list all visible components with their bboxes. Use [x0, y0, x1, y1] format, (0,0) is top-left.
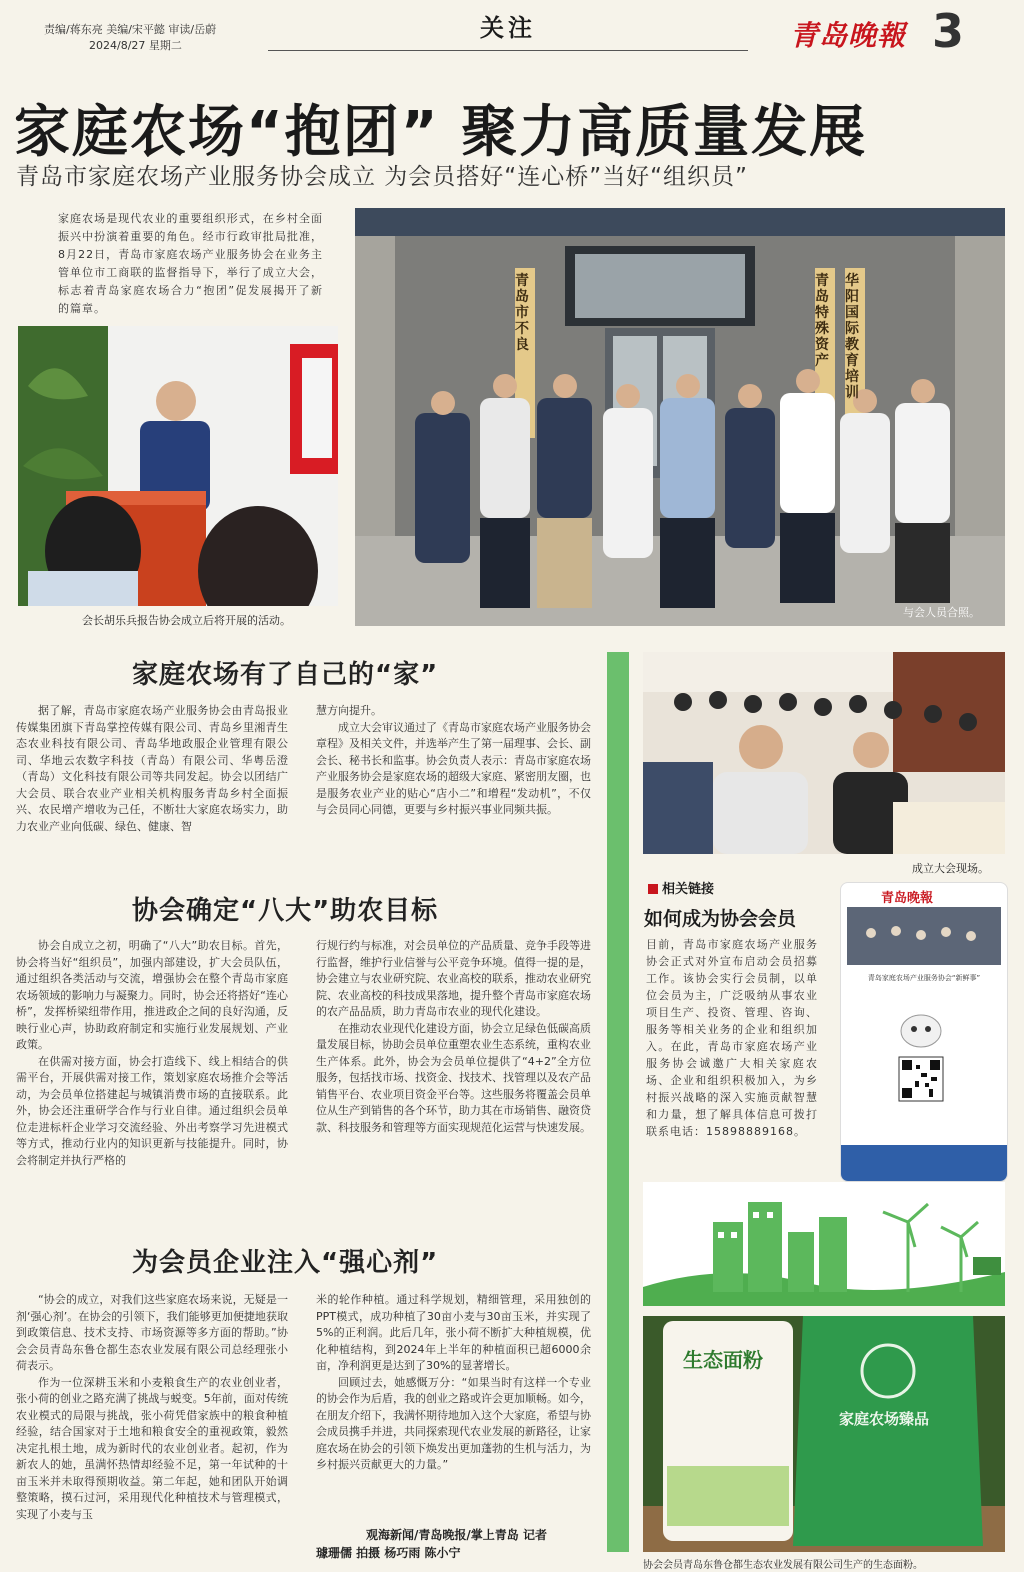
section3-col2 [316, 1292, 591, 1474]
sidebar-green-bar [607, 652, 629, 1552]
paragraph: “协会的成立，对我们这些家庭农场来说，无疑是一剂‘强心剂’。在协会的引领下，我们能够更加便捷地获取到政策信息、技术支持、市场资源等多方面的帮助。”协会会员青岛东鲁仓都生态农业发展有限公司总经理张小荷表示。 [16, 1293, 288, 1372]
byline-credit-1: 观海新闻/青岛晚报/掌上青岛 记者 [366, 1528, 547, 1542]
paragraph: 在推动农业现代化建设方面，协会立足绿色低碳高质量发展目标，协助会员单位重塑农业生态系统，重构农业生产体系。此外，协会为会员单位提供了“4+2”全方位服务，包括找市场、找资金、找技术、找管理以及农产品销售平台、农业项目资金平台等。这些服务将覆盖会员单位从生产到销售的各个环节，助力其在市场销售、融资贷款、科技服务和管理等方面实现规范化运营与快速发展。 [316, 1021, 591, 1134]
red-square-icon [648, 884, 658, 894]
related-label-text: 相关链接 [662, 882, 715, 897]
meeting-caption: 成立大会现场。 [912, 862, 989, 875]
paragraph: 在供需对接方面，协会打造线下、线上相结合的供需平台，开展供需对接工作，策划家庭农场推介会等活动，为会员单位搭建起与城镇消费市场的直接联系。此外，协会还注重研学合作与行业自律。通过组织会员单位走进标杆企业学习交流经验、外出考察学习先进模式等方式，推动行业内的知识更新与技能提升。同时，协会将制定并执行严格的 [16, 1054, 288, 1167]
sign-board-1: 青岛市不良 [515, 273, 529, 353]
paragraph: 回顾过去，她感慨万分：“如果当时有这样一个专业的协会作为后盾，我的创业之路或许会更加顺畅。如今，在朋友介绍下，我满怀期待地加入这个大家庭，希望与协会成员携手并进，共同探索现代农业发展的新路径，让家庭农场在协会的引领下焕发出更加蓬勃的生机与活力，为乡村振兴贡献更大的力量。” [316, 1375, 591, 1471]
group-photo-image [355, 208, 1005, 626]
paragraph: 行规行约与标准，对会员单位的产品质量、竞争手段等进行监督，维护行业信誉与公平竞争环境。值得一提的是，协会建立与农业研究院、农业高校的联系，推动农业研究院、农业高校的科技成果落地，提升整个青岛市家庭农场的农产品品质，助力青岛市农业的现代化建设。 [316, 939, 591, 1018]
related-body: 目前，青岛市家庭农场产业服务协会正式对外宣布启动会员招募工作。该协会实行会员制，以单位会员为主，广泛吸纳从事农业项目生产、投资、管理、咨询、服务等相关业务的企业和组织加入。在此，青岛市家庭农场产业服务协会诚邀广大相关家庭农场、企业和组织积极加入，为乡村振兴战略的深入实施贡献智慧和力量，想了解具体信息可拨打联系电话：15898889168。 [646, 938, 818, 1138]
phone-masthead: 青岛晚報 [881, 891, 934, 906]
phone-headline: 青岛家庭农场产业服务协会“新鲜事” [867, 974, 981, 982]
header-rule [268, 50, 748, 51]
farm-bag-label: 家庭农场臻品 [839, 1410, 930, 1428]
meeting-photo-image [643, 652, 1005, 854]
section2-title: 协会确定“八大”助农目标 [132, 896, 439, 926]
section-name: 关注 [480, 14, 536, 42]
flour-bag-label: 生态面粉 [683, 1348, 763, 1372]
section2-col1 [16, 938, 288, 1169]
sign-board-3: 华阳国际教育培训 [845, 273, 859, 401]
intro-paragraph: 家庭农场是现代农业的重要组织形式，在乡村全面振兴中扮演着重要的角色。经市行政审批局批准，8月22日，青岛市家庭农场产业服务协会在业务主管单位市工商联的监督指导下，举行了成立大会，标志着青岛家庭农场合力“抱团”促发展揭开了新的篇章。 [58, 212, 323, 315]
phone-mockup [840, 882, 1008, 1182]
green-city-graphic [643, 1182, 1005, 1306]
subheadline: 青岛市家庭农场产业服务协会成立 为会员搭好“连心桥”当好“组织员” [16, 164, 748, 190]
section2-col2 [316, 938, 591, 1136]
group-caption: 与会人员合照。 [903, 606, 980, 619]
related-title: 如何成为协会会员 [644, 908, 797, 930]
paragraph: 米的轮作种植。通过科学规划，精细管理，采用独创的PPT模式，成功种植了30亩小麦与30亩玉米，并实现了5%的正利润。此后几年，张小荷不断扩大种植规模，优化种植结构，到2024年上半年的种植面积已超6000余亩，净利润更是达到了30%的显著增长。 [316, 1293, 591, 1372]
section1-title: 家庭农场有了自己的“家” [132, 660, 439, 690]
product-caption: 协会会员青岛东鲁仓都生态农业发展有限公司生产的生态面粉。 [643, 1560, 923, 1571]
byline-credit-2: 璩珊儒 拍摄 杨巧雨 陈小宁 [316, 1546, 461, 1560]
speaker-caption: 会长胡乐兵报告协会成立后将开展的活动。 [82, 614, 291, 627]
related-links-label [648, 878, 714, 897]
paragraph: 慧方向提升。 [316, 704, 382, 717]
group-photo [355, 208, 1005, 626]
masthead-logo: 青岛晚報 [790, 19, 907, 52]
section1-col1 [16, 703, 288, 835]
paragraph: 据了解，青岛市家庭农场产业服务协会由青岛报业传媒集团旗下青岛掌控传媒有限公司、青岛乡里湘青生态农业科技有限公司、青岛华地政服企业管理有限公司、华地云农数字科技（青岛）有限公司、华粤岳澄（青岛）文化科技有限公司等共同发起。协会以团结广大会员、联合农业产业相关机构服务青岛乡村全面振兴、农民增产增收为己任，不断壮大家庭农场实力，助力农业产业向低碳、绿色、健康、智 [16, 704, 288, 833]
phone-screen-image [841, 883, 1007, 1181]
section3-title: 为会员企业注入“强心剂” [132, 1248, 439, 1278]
editors-line: 责编/蒋东亮 美编/宋平懿 审读/岳蔚 [44, 23, 217, 36]
wind-turbine-city-icon [643, 1182, 1005, 1306]
paragraph: 协会自成立之初，明确了“八大”助农目标。首先，协会将当好“组织员”，加强内部建设，扩大会员队伍，通过组织各类活动与交流，增强协会在整个青岛市家庭农场领域的影响力与凝聚力。同时，协会还将搭好“连心桥”，发挥桥梁纽带作用，推进政企之间的良好沟通，反映行业心声，协助政府制定和实施行业发展规划、产业政策。 [16, 939, 288, 1051]
section3-col1 [16, 1292, 288, 1523]
product-photo [643, 1316, 1005, 1552]
page-number: 3 [932, 4, 965, 58]
section1-col2 [316, 703, 591, 819]
main-headline: 家庭农场“抱团” 聚力高质量发展 [14, 100, 868, 165]
paragraph: 成立大会审议通过了《青岛市家庭农场产业服务协会章程》及相关文件，并选举产生了第一届理事、会长、副会长、秘书长和监事。协会负责人表示：青岛市家庭农场产业服务协会是家庭农场的超级大家庭、紧密朋友圈，也是服务农业产业的贴心“店小二”和增程“发动机”，不仅与会员同心同德，更要与乡村振兴事业同频共振。 [316, 720, 591, 816]
speaker-photo-image [18, 326, 338, 606]
paragraph: 作为一位深耕玉米和小麦粮食生产的农业创业者，张小荷的创业之路充满了挑战与蜕变。5年前，面对传统农业模式的局限与挑战，张小荷凭借家族中的粮食种植经验，结合国家对于土地和粮食安全的重视政策，毅然决定扎根土地，成为新时代的农业创业者。起初，作为新农人的她，虽满怀热情却经验不足，第一年试种的十亩玉米并未取得预期收益。第二年起，她和团队开始调整策略，摸石过河，采用现代化种植技术与管理模式，实现了小麦与玉 [16, 1375, 288, 1521]
speaker-photo [18, 326, 338, 606]
header-credits [44, 22, 216, 54]
sign-board-2: 青岛特殊资产 [815, 273, 829, 369]
issue-date: 2024/8/27 星期二 [89, 39, 182, 52]
meeting-photo [643, 652, 1005, 854]
